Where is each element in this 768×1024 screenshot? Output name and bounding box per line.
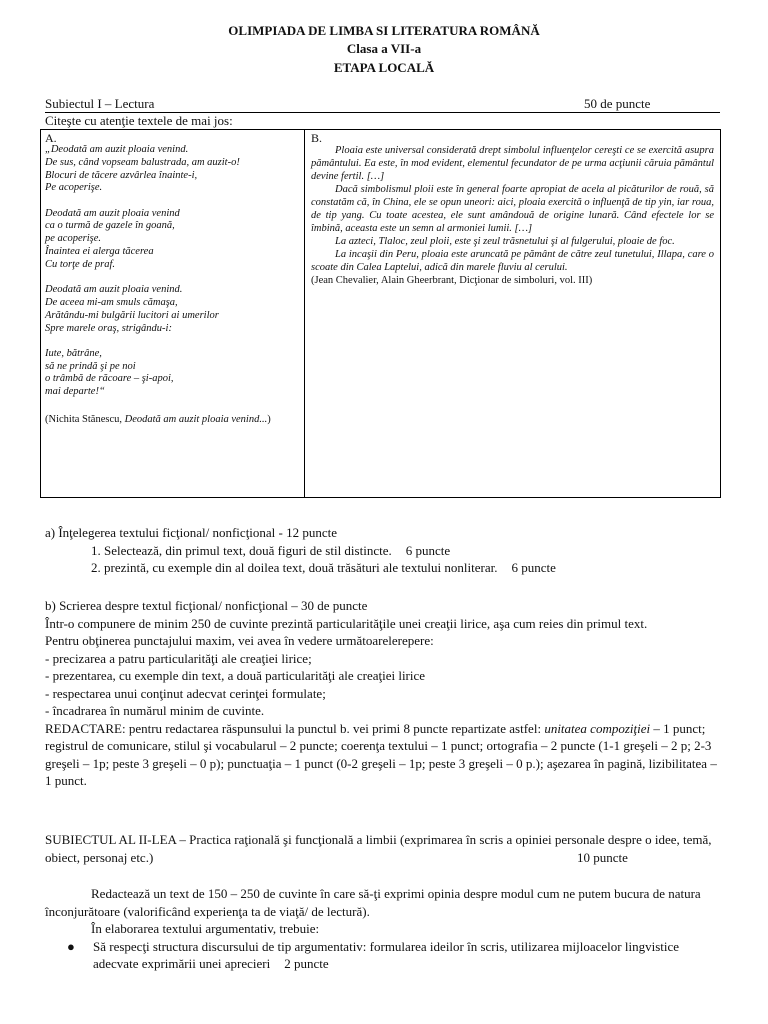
- part-b-repere-intro: Pentru obţinerea punctajului maxim, vei avea în vedere următoarelerepere:: [45, 633, 434, 648]
- poem-stanza: [45, 208, 300, 272]
- part-a-item-text: 2. prezintă, cu exemple din al doilea text, două trăsături ale textului nonliterar.: [91, 560, 498, 575]
- poem: [45, 144, 300, 399]
- subject2-title: SUBIECTUL AL II-LEA – Practica raţională şi funcţională a limbii (exprimarea în scris a opiniei personale despre o idee, temă, obiect, personaj etc.): [45, 832, 712, 865]
- poem-source-author: (Nichita Stănescu,: [45, 414, 125, 426]
- text-b-prose: [311, 144, 714, 287]
- part-a-title: a) Înţelegerea textului ficţional/ nonficţional - 12 puncte: [45, 525, 338, 540]
- poem-line: Arătându-mi bulgării lucitori ai umerilor: [45, 309, 219, 321]
- part-a-section: [45, 524, 725, 577]
- poem-source-end: ): [267, 414, 271, 426]
- part-a-item: [45, 542, 725, 560]
- redactare-italic: unitatea compoziţiei: [544, 720, 651, 736]
- poem-line: „Deodată am auzit ploaia venind.: [45, 144, 189, 155]
- text-b-column: [305, 130, 720, 497]
- poem-line: să ne prindă şi pe noi: [45, 360, 136, 372]
- poem-line: Deodată am auzit ploaia venind: [45, 207, 180, 219]
- stage-title: ETAPA LOCALĂ: [333, 60, 435, 75]
- poem-line: mai departe!“: [45, 386, 105, 398]
- poem-line: o trâmbă de răcoare – şi-apoi,: [45, 373, 174, 385]
- poem-line: De aceea mi-am smuls cămaşa,: [45, 296, 178, 308]
- poem-line: ca o turmă de gazele în goană,: [45, 220, 175, 232]
- subject1-title: Subiectul I – Lectura: [45, 96, 155, 111]
- poem-stanza: [45, 284, 300, 335]
- poem-line: De sus, când vopseam balustrada, am auzit-o!: [45, 156, 240, 168]
- part-b-reper: - precizarea a patru particularităţi ale creaţiei lirice;: [45, 650, 312, 666]
- text-b-paragraph: Dacă simbolismul ploii este în general foarte apropiat de acela al picăturilor de rouă, să constatăm că, în China, ele se opun uneori: aici, ploaia exercită o influenţă de tip yin, iar roua, de tip yang. Cu toate acestea, ele sunt amândouă de origine lunară. Când efectele lor se îmbină, aceasta este un semn al armoniei lumii. […]: [311, 184, 714, 234]
- poem-stanza: [45, 144, 300, 195]
- text-b-citation: (Jean Chevalier, Alain Gheerbrant, Dicţionar de simboluri, vol. III): [311, 275, 593, 286]
- subject2-bullet: [45, 938, 725, 973]
- poem-line: pe acoperişe.: [45, 233, 101, 245]
- poem-line: Spre marele oraş, strigându-i:: [45, 322, 172, 334]
- contest-title: OLIMPIADA DE LIMBA SI LITERATURA ROMÂNĂ: [228, 23, 540, 38]
- redactare-rest: – 1 punct; registrul de comunicare, stilul şi vocabularul – 2 puncte; coerenţa textului – 1 punct; ortografia – 2 puncte (1-1 greşeli – 2 p; 2-3 greşeli – 1p; peste 3 greşeli – 0 p); punctuaţia – 1 punct (0-2 greşeli – 1p; peste 3 greşeli – 0 p.); aşezarea în pagină, lizibilitatea – 1 punct.: [45, 720, 717, 788]
- reading-instruction: Citeşte cu atenţie textele de mai jos:: [45, 113, 233, 128]
- part-a-item-text: 1. Selectează, din primul text, două figuri de stil distincte.: [91, 542, 392, 558]
- text-a-column: [41, 130, 305, 497]
- subject2-bullet-text: Să respecţi structura discursului de tip argumentativ: formularea ideilor în scris, utilizarea mijloacelor lingvistice adecvate exprimării unei aprecieri: [93, 938, 680, 971]
- poem-line: Iute, bătrâne,: [45, 347, 102, 359]
- poem-line: Cu torţe de praf.: [45, 258, 115, 270]
- part-b-section: [45, 597, 725, 790]
- text-a-label: A.: [45, 131, 57, 145]
- subject2-task: Redactează un text de 150 – 250 de cuvinte în care să-ţi exprimi opinia despre modul cum ne putem bucura de natura înconjurătoare (valorificând experienţa ta de viaţă/ de lectură).: [45, 886, 701, 919]
- poem-stanza: [45, 348, 300, 399]
- part-b-reper: - respectarea unui conţinut adecvat cerinţei formulate;: [45, 685, 326, 701]
- text-b-paragraph: La azteci, Tlaloc, zeul ploii, este şi zeul trăsnetului şi al fulgerului, ploaie de foc.: [335, 236, 675, 247]
- texts-table: [40, 129, 721, 498]
- part-b-intro: Într-o compunere de minim 250 de cuvinte prezintă particularităţile unei creaţii lirice, aşa cum reies din primul text.: [45, 615, 648, 631]
- poem-source: [45, 413, 300, 426]
- part-a-item-points: 6 puncte: [405, 542, 451, 558]
- grade-title: Clasa a VII-a: [346, 41, 422, 56]
- poem-line: Pe acoperişe.: [45, 182, 103, 194]
- part-b-reper: - prezentarea, cu exemple din text, a două particularităţi ale creaţiei lirice: [45, 668, 426, 683]
- part-a-item: [45, 559, 725, 577]
- text-b-paragraph: Ploaia este universal considerată drept simbolul influenţelor cereşti ce se exercită asupra pământului. Ea este, în mod evident, elementul fecundator de pe urma acţiunii căruia pământul devine fertil. […]: [311, 145, 714, 182]
- part-b-reper: - încadrarea în numărul minim de cuvinte.: [45, 703, 265, 718]
- poem-line: Deodată am auzit ploaia venind.: [45, 284, 183, 296]
- part-a-item-points: 6 puncte: [511, 560, 556, 575]
- redactare-lead: : pentru redactarea răspunsului la punctul b. vei primi 8 puncte repartizate astfel:: [121, 720, 545, 736]
- text-b-paragraph: La incaşii din Peru, ploaia este aruncată pe pământ de către zeul tunetului, Illapa, care o scoate din Calea Laptelui, adică din marele fluviu al cerului.: [311, 249, 714, 273]
- subject1-heading: [45, 96, 720, 113]
- poem-line: Înaintea ei alerga tăcerea: [45, 246, 154, 258]
- subject2-instruction: În elaborarea textului argumentativ, trebuie:: [91, 921, 320, 936]
- bullet-icon: ●: [67, 938, 75, 954]
- subject2-task-section: [45, 885, 725, 973]
- subject2-points: 10 puncte: [577, 850, 628, 865]
- text-b-label: B.: [311, 131, 323, 145]
- subject2-bullet-points: 2 puncte: [284, 956, 329, 971]
- poem-source-title: Deodată am auzit ploaia venind...: [124, 414, 268, 426]
- redactare-paragraph: [45, 720, 725, 790]
- redactare-label: REDACTARE: [45, 720, 122, 736]
- part-b-title: b) Scrierea despre textul ficţional/ nonficţional – 30 de puncte: [45, 598, 368, 613]
- subject1-points: 50 de puncte: [584, 96, 651, 111]
- poem-line: Blocuri de tăcere azvârlea înainte-i,: [45, 169, 198, 181]
